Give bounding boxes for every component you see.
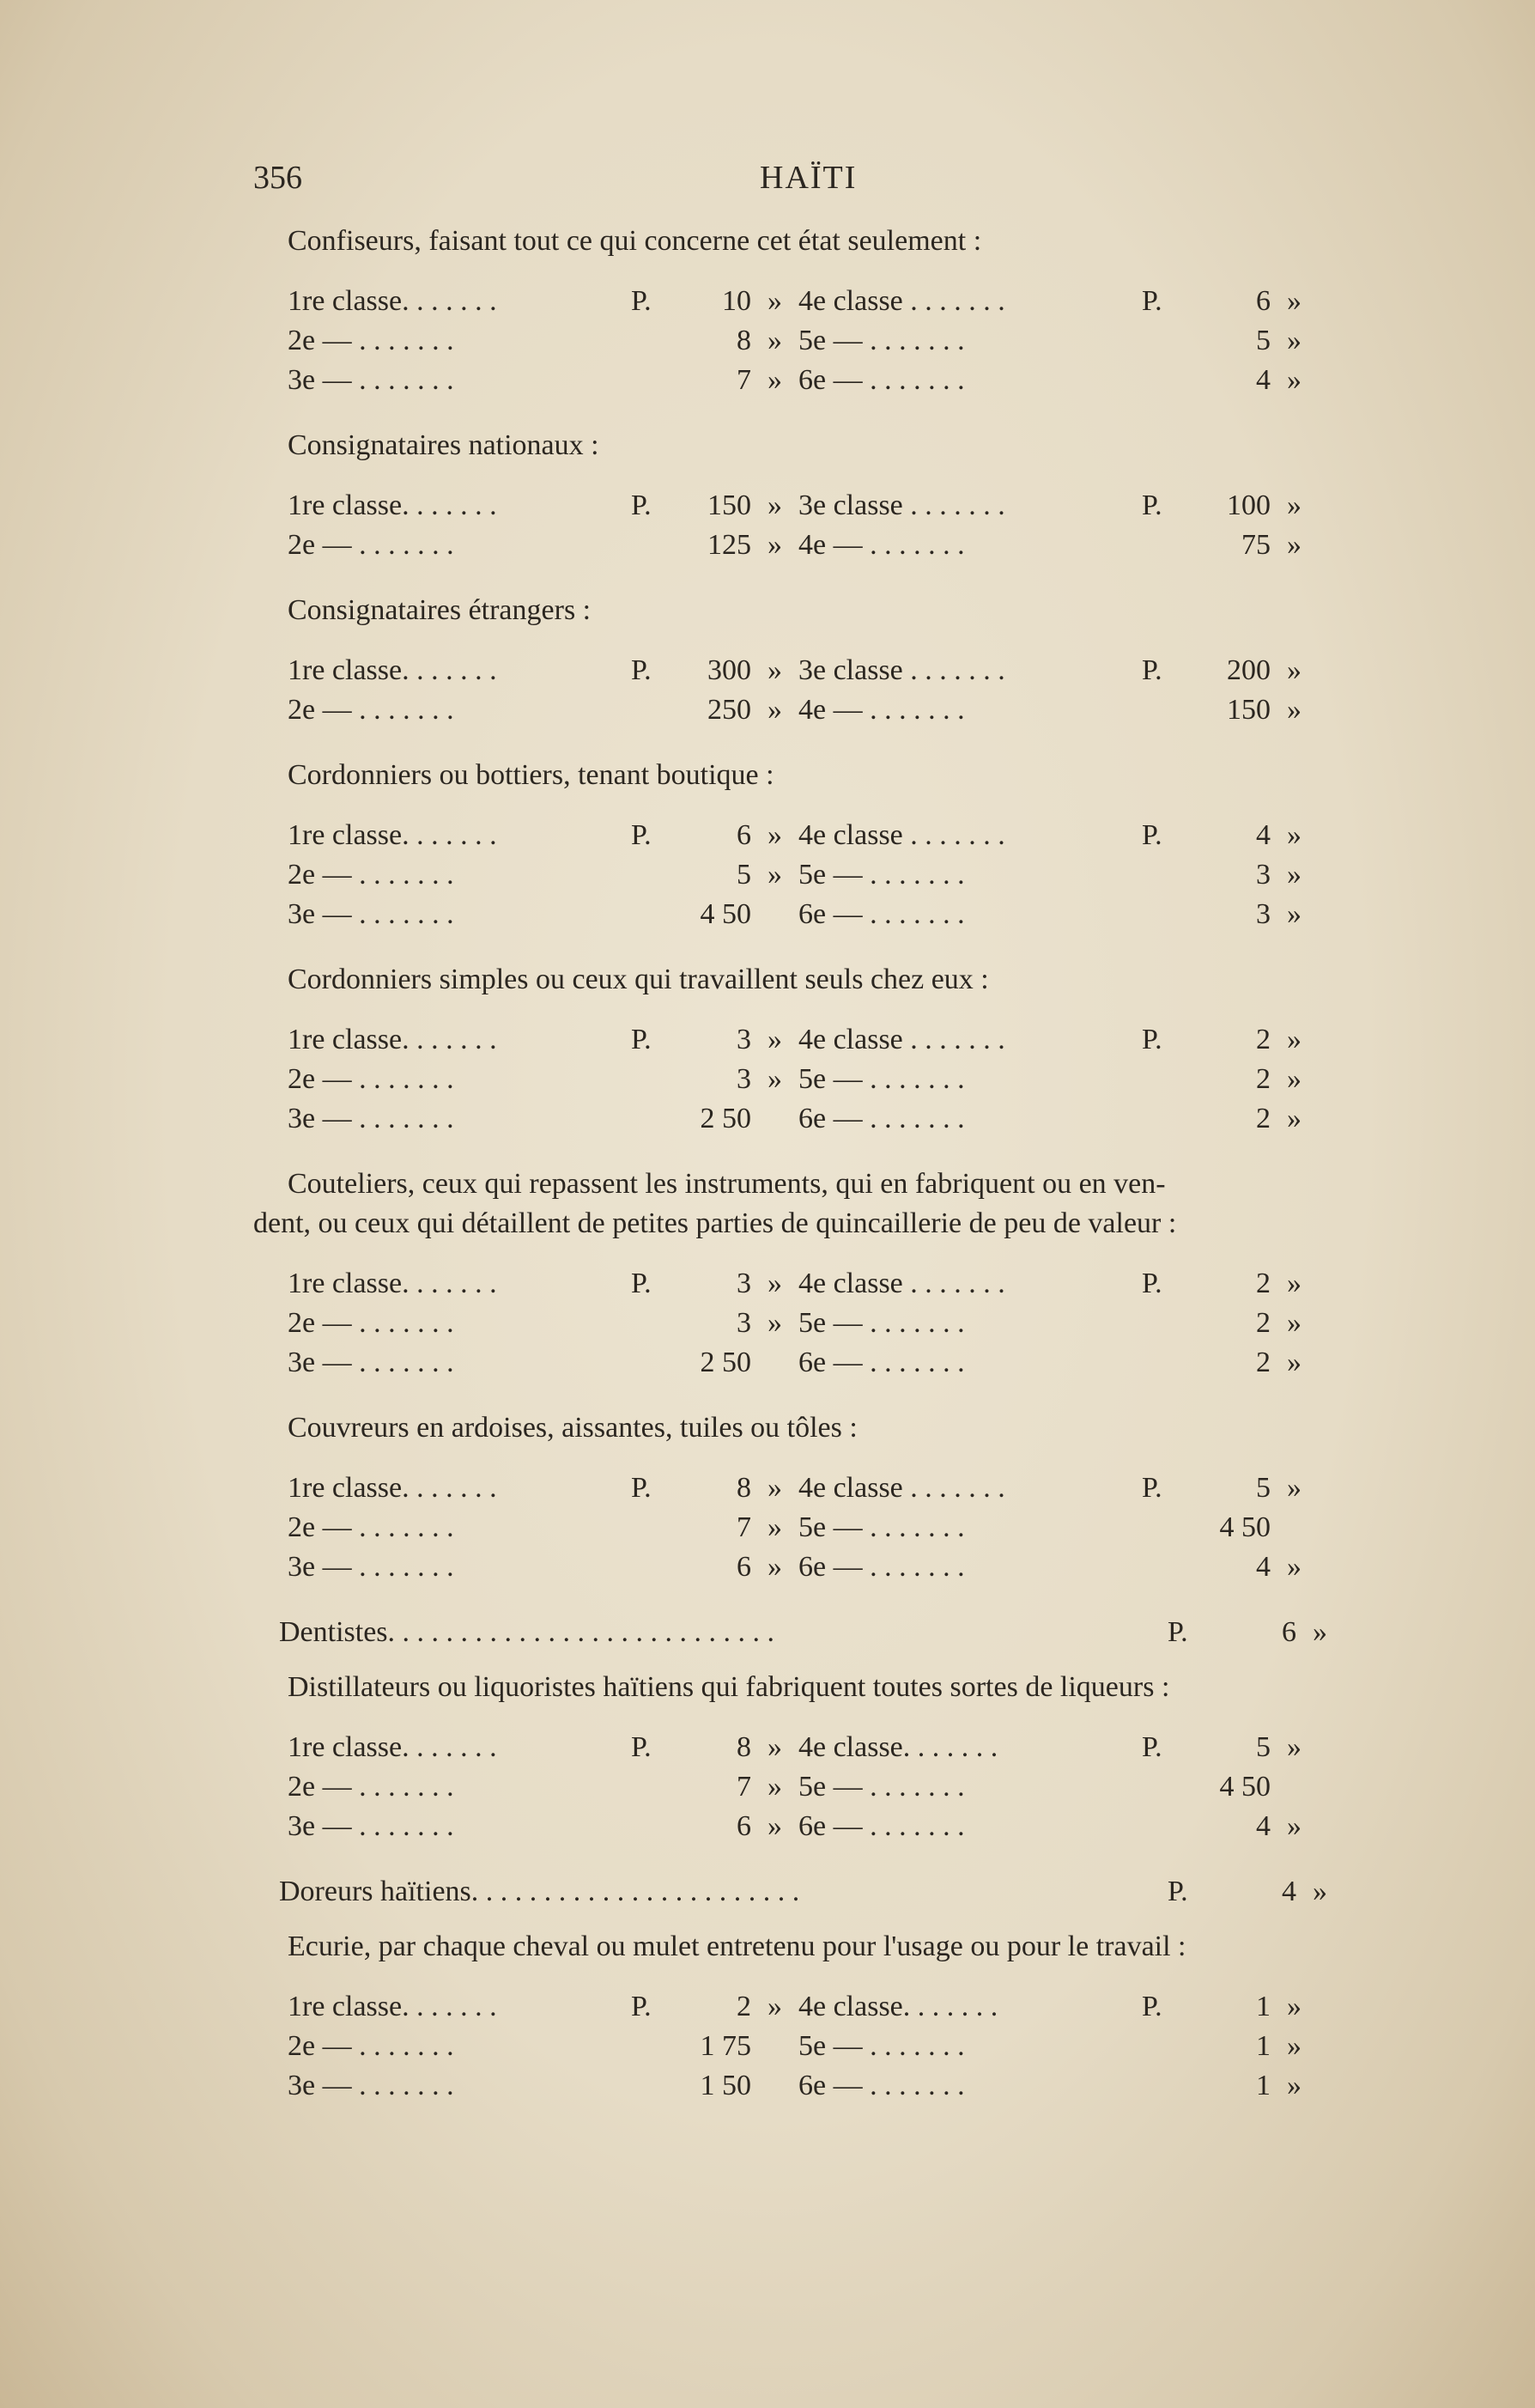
rate-amount: 5 xyxy=(1256,1731,1271,1763)
rate-row xyxy=(288,2066,1318,2106)
rate-amount: 3 xyxy=(737,1063,751,1095)
rate-table xyxy=(288,282,1318,400)
section-heading: Confiseurs, faisant tout ce qui concerne cet état seulement : xyxy=(288,225,982,257)
price-marker xyxy=(1142,1807,1176,1846)
ditto-mark: » xyxy=(768,1991,782,2022)
rate-amount: 2 xyxy=(1256,1347,1271,1378)
ditto-mark: » xyxy=(1287,285,1301,317)
rate-amount: 4 xyxy=(1256,1810,1271,1842)
price-marker xyxy=(1142,321,1176,361)
price-marker: P. xyxy=(631,1024,652,1055)
ditto-mark: » xyxy=(1287,2030,1301,2062)
price-marker: P. xyxy=(1142,1268,1162,1299)
class-label: 4e classe . . . . . . . xyxy=(798,819,1005,851)
price-marker: P. xyxy=(631,1268,652,1299)
class-label: 6e — . . . . . . . xyxy=(798,898,965,930)
section-heading: Consignataires étrangers : xyxy=(288,594,592,626)
class-label: 2e — . . . . . . . xyxy=(288,325,454,356)
price-marker xyxy=(1142,895,1176,934)
price-marker xyxy=(631,2066,665,2106)
ditto-mark: » xyxy=(1313,1616,1327,1648)
rate-row xyxy=(288,651,1318,690)
ditto-mark xyxy=(1271,1767,1318,1807)
rate-amount: 3 xyxy=(737,1307,751,1339)
price-marker xyxy=(1142,1060,1176,1099)
ditto-mark xyxy=(751,2066,798,2106)
section-heading: Consignataires nationaux : xyxy=(288,429,599,461)
ditto-mark: » xyxy=(1287,1307,1301,1339)
price-marker: P. xyxy=(1142,490,1162,521)
rate-row xyxy=(288,1469,1318,1508)
class-label: 1re classe. . . . . . . xyxy=(288,1024,497,1055)
ditto-mark: » xyxy=(1287,1063,1301,1095)
price-marker: P. xyxy=(1142,1991,1162,2022)
rate-row xyxy=(288,855,1318,895)
ditto-mark: » xyxy=(768,1063,782,1095)
ditto-mark xyxy=(751,1343,798,1383)
ditto-mark: » xyxy=(768,1731,782,1763)
rate-amount: 4 50 xyxy=(1219,1511,1271,1543)
ditto-mark: » xyxy=(1287,1268,1301,1299)
class-label: 2e — . . . . . . . xyxy=(288,1307,454,1339)
ditto-mark: » xyxy=(768,325,782,356)
rate-table xyxy=(288,486,1318,565)
price-marker xyxy=(631,1807,665,1846)
ditto-mark: » xyxy=(768,1268,782,1299)
rate-table xyxy=(288,1020,1318,1139)
ditto-mark: » xyxy=(1287,694,1301,726)
rate-amount: 7 xyxy=(737,1771,751,1803)
class-label: 6e — . . . . . . . xyxy=(798,2070,965,2101)
class-label: 4e classe . . . . . . . xyxy=(798,285,1005,317)
class-label: 2e — . . . . . . . xyxy=(288,859,454,891)
rate-amount: 100 xyxy=(1227,490,1271,521)
rate-amount: 6 xyxy=(737,1551,751,1583)
price-marker xyxy=(1142,2027,1176,2066)
price-marker xyxy=(631,526,665,565)
rate-amount: 7 xyxy=(737,1511,751,1543)
ditto-mark: » xyxy=(1287,490,1301,521)
page-header xyxy=(253,159,1361,210)
rate-amount: 125 xyxy=(707,529,751,561)
ditto-mark: » xyxy=(1287,1347,1301,1378)
price-marker xyxy=(631,1099,665,1139)
rate-amount: 3 xyxy=(1256,859,1271,891)
ditto-mark: » xyxy=(768,1551,782,1583)
rate-amount: 6 xyxy=(737,1810,751,1842)
ditto-mark: » xyxy=(768,654,782,686)
price-marker xyxy=(631,1508,665,1548)
price-marker: P. xyxy=(1168,1876,1188,1907)
price-marker: P. xyxy=(1142,285,1162,317)
ditto-mark: » xyxy=(768,819,782,851)
rate-amount: 3 xyxy=(1256,898,1271,930)
rate-amount: 2 xyxy=(1256,1268,1271,1299)
class-label: 4e classe . . . . . . . xyxy=(798,1472,1005,1504)
class-label: 2e — . . . . . . . xyxy=(288,1511,454,1543)
rate-amount: 2 xyxy=(737,1991,751,2022)
price-marker: P. xyxy=(631,819,652,851)
price-marker: P. xyxy=(1142,819,1162,851)
rate-amount: 8 xyxy=(737,1472,751,1504)
rate-label: Dentistes. . . . . . . . . . . . . . . . . . . . . . . . . . . xyxy=(279,1616,775,1648)
rate-table xyxy=(288,1987,1318,2106)
rate-table xyxy=(288,651,1318,730)
price-marker xyxy=(1142,1343,1176,1383)
rate-row xyxy=(288,1508,1318,1548)
ditto-mark: » xyxy=(768,1307,782,1339)
class-label: 3e classe . . . . . . . xyxy=(798,490,1005,521)
class-label: 3e — . . . . . . . xyxy=(288,364,454,396)
class-label: 4e classe. . . . . . . xyxy=(798,1731,998,1763)
ditto-mark: » xyxy=(1287,1024,1301,1055)
price-marker xyxy=(1142,855,1176,895)
rate-amount: 300 xyxy=(707,654,751,686)
rate-amount: 3 xyxy=(737,1024,751,1055)
rate-amount: 6 xyxy=(1282,1616,1296,1648)
class-label: 4e classe . . . . . . . xyxy=(798,1024,1005,1055)
rate-amount: 2 50 xyxy=(700,1103,751,1134)
price-marker xyxy=(631,895,665,934)
page-body xyxy=(253,222,1369,2131)
section-heading: Distillateurs ou liquoristes haïtiens qui fabriquent toutes sortes de liqueurs : xyxy=(288,1671,1170,1703)
class-label: 5e — . . . . . . . xyxy=(798,325,965,356)
price-marker: P. xyxy=(631,1731,652,1763)
class-label: 1re classe. . . . . . . xyxy=(288,1731,497,1763)
price-marker: P. xyxy=(1142,654,1162,686)
rate-row xyxy=(288,1728,1318,1767)
class-label: 3e — . . . . . . . xyxy=(288,2070,454,2101)
paragraph-line: dent, ou ceux qui détaillent de petites parties de quincaillerie de peu de valeur : xyxy=(253,1207,1177,1239)
rate-amount: 6 xyxy=(1256,285,1271,317)
ditto-mark: » xyxy=(1287,1731,1301,1763)
rate-row xyxy=(288,361,1318,400)
rate-row xyxy=(288,1807,1318,1846)
rate-line xyxy=(279,1872,1369,1912)
class-label: 5e — . . . . . . . xyxy=(798,1063,965,1095)
price-marker xyxy=(631,1304,665,1343)
page-number: 356 xyxy=(253,160,302,196)
rate-amount: 5 xyxy=(1256,1472,1271,1504)
rate-amount: 4 50 xyxy=(1219,1771,1271,1803)
class-label: 2e — . . . . . . . xyxy=(288,2030,454,2062)
class-label: 1re classe. . . . . . . xyxy=(288,1991,497,2022)
ditto-mark: » xyxy=(1287,1810,1301,1842)
rate-amount: 4 xyxy=(1256,364,1271,396)
class-label: 4e — . . . . . . . xyxy=(798,694,965,726)
price-marker: P. xyxy=(1142,1024,1162,1055)
class-label: 4e classe . . . . . . . xyxy=(798,1268,1005,1299)
rate-row xyxy=(288,486,1318,526)
section-heading: Cordonniers simples ou ceux qui travaillent seuls chez eux : xyxy=(288,964,989,995)
price-marker: P. xyxy=(631,1472,652,1504)
price-marker xyxy=(1142,1304,1176,1343)
running-title: HAÏTI xyxy=(760,160,858,196)
price-marker xyxy=(631,1343,665,1383)
class-label: 2e — . . . . . . . xyxy=(288,529,454,561)
price-marker: P. xyxy=(631,654,652,686)
rate-amount: 4 xyxy=(1256,819,1271,851)
price-marker: P. xyxy=(631,490,652,521)
rate-line xyxy=(279,1613,1369,1652)
rate-row xyxy=(288,526,1318,565)
ditto-mark: » xyxy=(1287,325,1301,356)
rate-amount: 1 75 xyxy=(700,2030,751,2062)
rate-amount: 150 xyxy=(707,490,751,521)
ditto-mark: » xyxy=(1287,819,1301,851)
class-label: 2e — . . . . . . . xyxy=(288,1771,454,1803)
rate-amount: 4 50 xyxy=(700,898,751,930)
rate-label: Doreurs haïtiens. . . . . . . . . . . . . . . . . . . . . . . xyxy=(279,1876,800,1907)
rate-amount: 2 xyxy=(1256,1063,1271,1095)
price-marker: P. xyxy=(1142,1472,1162,1504)
ditto-mark xyxy=(1271,1508,1318,1548)
class-label: 1re classe. . . . . . . xyxy=(288,819,497,851)
price-marker: P. xyxy=(1142,1731,1162,1763)
price-marker xyxy=(1142,690,1176,730)
rate-table xyxy=(288,1728,1318,1846)
rate-row xyxy=(288,1060,1318,1099)
ditto-mark: » xyxy=(768,364,782,396)
ditto-mark: » xyxy=(768,1472,782,1504)
ditto-mark: » xyxy=(768,1771,782,1803)
ditto-mark: » xyxy=(768,1024,782,1055)
price-marker xyxy=(631,1548,665,1587)
price-marker xyxy=(631,1767,665,1807)
price-marker xyxy=(631,690,665,730)
class-label: 5e — . . . . . . . xyxy=(798,1771,965,1803)
price-marker xyxy=(1142,1767,1176,1807)
class-label: 2e — . . . . . . . xyxy=(288,1063,454,1095)
class-label: 1re classe. . . . . . . xyxy=(288,490,497,521)
rate-row xyxy=(288,690,1318,730)
section-heading: Couvreurs en ardoises, aissantes, tuiles ou tôles : xyxy=(288,1412,858,1444)
class-label: 6e — . . . . . . . xyxy=(798,1810,965,1842)
rate-amount: 1 50 xyxy=(700,2070,751,2101)
ditto-mark: » xyxy=(768,285,782,317)
ditto-mark: » xyxy=(768,490,782,521)
class-label: 6e — . . . . . . . xyxy=(798,1347,965,1378)
rate-amount: 5 xyxy=(737,859,751,891)
rate-row xyxy=(288,2027,1318,2066)
ditto-mark xyxy=(751,1099,798,1139)
rate-row xyxy=(288,1020,1318,1060)
ditto-mark: » xyxy=(768,859,782,891)
class-label: 1re classe. . . . . . . xyxy=(288,285,497,317)
class-label: 4e — . . . . . . . xyxy=(798,529,965,561)
rate-table xyxy=(288,816,1318,934)
rate-row xyxy=(288,1548,1318,1587)
ditto-mark: » xyxy=(1287,1991,1301,2022)
class-label: 3e — . . . . . . . xyxy=(288,1810,454,1842)
rate-row xyxy=(288,1767,1318,1807)
ditto-mark: » xyxy=(1287,1472,1301,1504)
ditto-mark: » xyxy=(1287,654,1301,686)
rate-table xyxy=(288,1469,1318,1587)
price-marker xyxy=(631,855,665,895)
rate-amount: 250 xyxy=(707,694,751,726)
rate-row xyxy=(288,1987,1318,2027)
price-marker xyxy=(631,2027,665,2066)
rate-amount: 150 xyxy=(1227,694,1271,726)
class-label: 1re classe. . . . . . . xyxy=(288,1268,497,1299)
class-label: 3e — . . . . . . . xyxy=(288,1103,454,1134)
rate-amount: 7 xyxy=(737,364,751,396)
class-label: 5e — . . . . . . . xyxy=(798,1511,965,1543)
rate-row xyxy=(288,282,1318,321)
rate-table xyxy=(288,1264,1318,1383)
class-label: 1re classe. . . . . . . xyxy=(288,1472,497,1504)
ditto-mark xyxy=(751,2027,798,2066)
price-marker xyxy=(1142,526,1176,565)
price-marker xyxy=(1142,361,1176,400)
paragraph-line: Couteliers, ceux qui repassent les instruments, qui en fabriquent ou en ven- xyxy=(288,1168,1166,1200)
rate-amount: 75 xyxy=(1241,529,1271,561)
price-marker xyxy=(1142,1099,1176,1139)
rate-row xyxy=(288,1304,1318,1343)
rate-amount: 1 xyxy=(1256,2030,1271,2062)
rate-amount: 2 xyxy=(1256,1024,1271,1055)
class-label: 2e — . . . . . . . xyxy=(288,694,454,726)
rate-row xyxy=(288,1099,1318,1139)
ditto-mark: » xyxy=(1287,859,1301,891)
price-marker xyxy=(631,321,665,361)
rate-amount: 1 xyxy=(1256,2070,1271,2101)
class-label: 5e — . . . . . . . xyxy=(798,2030,965,2062)
rate-row xyxy=(288,895,1318,934)
price-marker xyxy=(1142,1548,1176,1587)
ditto-mark: » xyxy=(1287,898,1301,930)
rate-amount: 4 xyxy=(1256,1551,1271,1583)
ditto-mark: » xyxy=(1287,2070,1301,2101)
rate-row xyxy=(288,816,1318,855)
rate-row xyxy=(288,1343,1318,1383)
ditto-mark: » xyxy=(1287,364,1301,396)
price-marker xyxy=(631,361,665,400)
ditto-mark: » xyxy=(1287,1551,1301,1583)
class-label: 5e — . . . . . . . xyxy=(798,859,965,891)
price-marker xyxy=(1142,1508,1176,1548)
class-label: 3e classe . . . . . . . xyxy=(798,654,1005,686)
rate-row xyxy=(288,1264,1318,1304)
ditto-mark: » xyxy=(1287,1103,1301,1134)
rate-amount: 8 xyxy=(737,325,751,356)
class-label: 1re classe. . . . . . . xyxy=(288,654,497,686)
class-label: 6e — . . . . . . . xyxy=(798,1551,965,1583)
rate-amount: 5 xyxy=(1256,325,1271,356)
section-heading: Cordonniers ou bottiers, tenant boutique : xyxy=(288,759,774,791)
rate-amount: 8 xyxy=(737,1731,751,1763)
section-heading: Ecurie, par chaque cheval ou mulet entretenu pour l'usage ou pour le travail : xyxy=(288,1931,1186,1962)
price-marker: P. xyxy=(1168,1616,1188,1648)
ditto-mark: » xyxy=(768,694,782,726)
rate-amount: 2 50 xyxy=(700,1347,751,1378)
section-paragraph xyxy=(253,1164,1369,1244)
rate-amount: 4 xyxy=(1282,1876,1296,1907)
rate-amount: 10 xyxy=(722,285,751,317)
rate-amount: 200 xyxy=(1227,654,1271,686)
ditto-mark: » xyxy=(1287,529,1301,561)
class-label: 6e — . . . . . . . xyxy=(798,1103,965,1134)
class-label: 3e — . . . . . . . xyxy=(288,1347,454,1378)
rate-row xyxy=(288,321,1318,361)
ditto-mark xyxy=(751,895,798,934)
class-label: 3e — . . . . . . . xyxy=(288,898,454,930)
price-marker xyxy=(631,1060,665,1099)
rate-amount: 2 xyxy=(1256,1307,1271,1339)
rate-amount: 2 xyxy=(1256,1103,1271,1134)
rate-amount: 6 xyxy=(737,819,751,851)
rate-amount: 3 xyxy=(737,1268,751,1299)
rate-amount: 1 xyxy=(1256,1991,1271,2022)
ditto-mark: » xyxy=(1313,1876,1327,1907)
class-label: 5e — . . . . . . . xyxy=(798,1307,965,1339)
price-marker: P. xyxy=(631,1991,652,2022)
price-marker: P. xyxy=(631,285,652,317)
class-label: 6e — . . . . . . . xyxy=(798,364,965,396)
ditto-mark: » xyxy=(768,529,782,561)
ditto-mark: » xyxy=(768,1511,782,1543)
class-label: 3e — . . . . . . . xyxy=(288,1551,454,1583)
price-marker xyxy=(1142,2066,1176,2106)
class-label: 4e classe. . . . . . . xyxy=(798,1991,998,2022)
ditto-mark: » xyxy=(768,1810,782,1842)
